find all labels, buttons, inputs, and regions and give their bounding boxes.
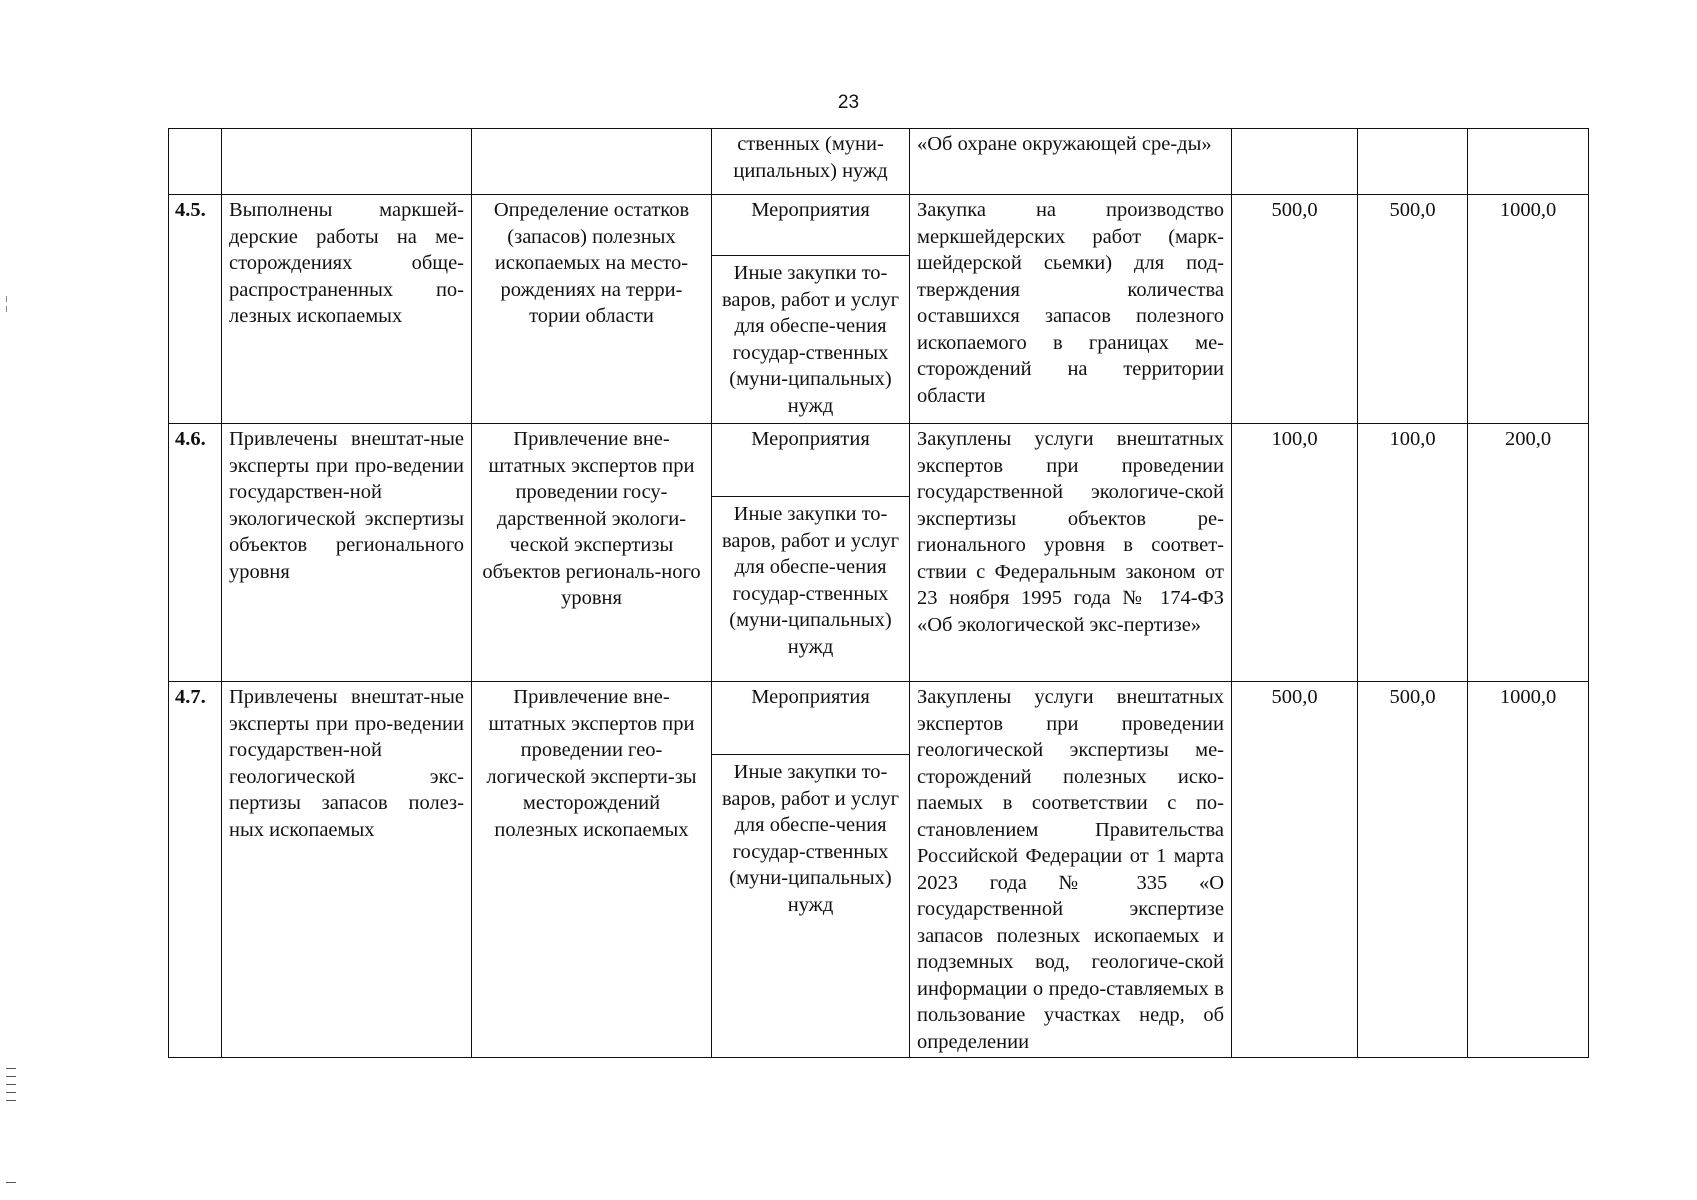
expense-type-top: Мероприятия bbox=[712, 682, 909, 755]
expense-type-cell bbox=[712, 682, 910, 1058]
task-cell: Определение остатков (запасов) полезных ископаемых на место-рождениях на терри-тории области bbox=[472, 195, 712, 424]
row-number-cell bbox=[169, 129, 222, 195]
value-cell-3: 1000,0 bbox=[1468, 682, 1589, 1058]
result-cell: Привлечены внештат-ные эксперты при про-ведении государствен-ной экологической экспертизы объектов регионального уровня bbox=[222, 424, 472, 682]
value-cell-3: 1000,0 bbox=[1468, 195, 1589, 424]
expense-type-cell bbox=[712, 129, 910, 195]
margin-mark bbox=[6, 1100, 16, 1101]
expense-type-top: Мероприятия bbox=[712, 195, 909, 256]
value-cell-2: 100,0 bbox=[1358, 424, 1468, 682]
row-number-cell: 4.5. bbox=[169, 195, 222, 424]
table-row bbox=[169, 129, 1589, 195]
row-number-cell: 4.6. bbox=[169, 424, 222, 682]
expense-type-bottom: Иные закупки то-варов, работ и услуг для обеспе-чения государ-ственных (муни-ципальных) нужд bbox=[721, 761, 900, 916]
expense-type-bottom: Иные закупки то-варов, работ и услуг для обеспе-чения государ-ственных (муни-ципальных) нужд bbox=[721, 262, 900, 417]
margin-mark bbox=[6, 296, 7, 302]
margin-mark bbox=[6, 1182, 16, 1183]
table-row bbox=[169, 682, 1589, 1058]
value-cell-3 bbox=[1468, 129, 1589, 195]
result-cell: Привлечены внештат-ные эксперты при про-ведении государствен-ной геологической экс-пертизы запасов полез-ных ископаемых bbox=[222, 682, 472, 1058]
description-cell: Закуплены услуги внештатных экспертов при проведении государственной экологиче-ской экспертизы объектов ре-гионального уровня в соответ-ствии с Федеральным законом от 23 ноября 1995 года № 174-ФЗ «Об экологической экс-пертизе» bbox=[910, 424, 1232, 682]
task-cell: Привлечение вне-штатных экспертов при проведении гео-логической эксперти-зы месторождений полезных ископаемых bbox=[472, 682, 712, 1058]
expense-type-bottom: Иные закупки то-варов, работ и услуг для обеспе-чения государ-ственных (муни-ципальных) нужд bbox=[721, 503, 900, 658]
value-cell-1: 500,0 bbox=[1232, 195, 1358, 424]
row-number-cell: 4.7. bbox=[169, 682, 222, 1058]
value-cell-2 bbox=[1358, 129, 1468, 195]
task-cell bbox=[472, 129, 712, 195]
margin-mark bbox=[6, 1084, 16, 1085]
value-cell-1: 500,0 bbox=[1232, 682, 1358, 1058]
expense-type-top: Мероприятия bbox=[712, 424, 909, 497]
result-cell: Выполнены маркшей-дерские работы на ме-сторождениях обще-распространенных по-лезных ископаемых bbox=[222, 195, 472, 424]
description-cell: «Об охране окружающей сре-ды» bbox=[910, 129, 1232, 195]
description-cell: Закупка на производство меркшейдерских работ (марк-шейдерской сьемки) для под-тверждения количества оставшихся запасов полезного ископаемого в границах ме-сторождений на территории области bbox=[910, 195, 1232, 424]
table-row bbox=[169, 195, 1589, 424]
margin-mark bbox=[6, 1092, 16, 1093]
margin-mark bbox=[6, 1068, 16, 1069]
value-cell-1: 100,0 bbox=[1232, 424, 1358, 682]
task-cell: Привлечение вне-штатных экспертов при проведении госу-дарственной экологи-ческой экспертизы объектов региональ-ного уровня bbox=[472, 424, 712, 682]
page-number: 23 bbox=[837, 92, 860, 113]
expense-type-top: ственных (муни-ципальных) нужд bbox=[733, 133, 888, 182]
result-cell bbox=[222, 129, 472, 195]
value-cell-2: 500,0 bbox=[1358, 195, 1468, 424]
table-row bbox=[169, 424, 1589, 682]
value-cell-3: 200,0 bbox=[1468, 424, 1589, 682]
program-activities-table bbox=[168, 128, 1589, 1058]
value-cell-1 bbox=[1232, 129, 1358, 195]
value-cell-2: 500,0 bbox=[1358, 682, 1468, 1058]
expense-type-cell bbox=[712, 424, 910, 682]
description-cell: Закуплены услуги внештатных экспертов при проведении геологической экспертизы ме-сторождений полезных иско-паемых в соответствии с по-становлением Правительства Российской Федерации от 1 марта 2023 года № 335 «О государственной экспертизе запасов полезных ископаемых и подземных вод, геологиче-ской информации о предо-ставляемых в пользование участках недр, об определении bbox=[910, 682, 1232, 1058]
expense-type-cell bbox=[712, 195, 910, 424]
margin-mark bbox=[6, 1076, 16, 1077]
margin-mark bbox=[6, 306, 7, 312]
